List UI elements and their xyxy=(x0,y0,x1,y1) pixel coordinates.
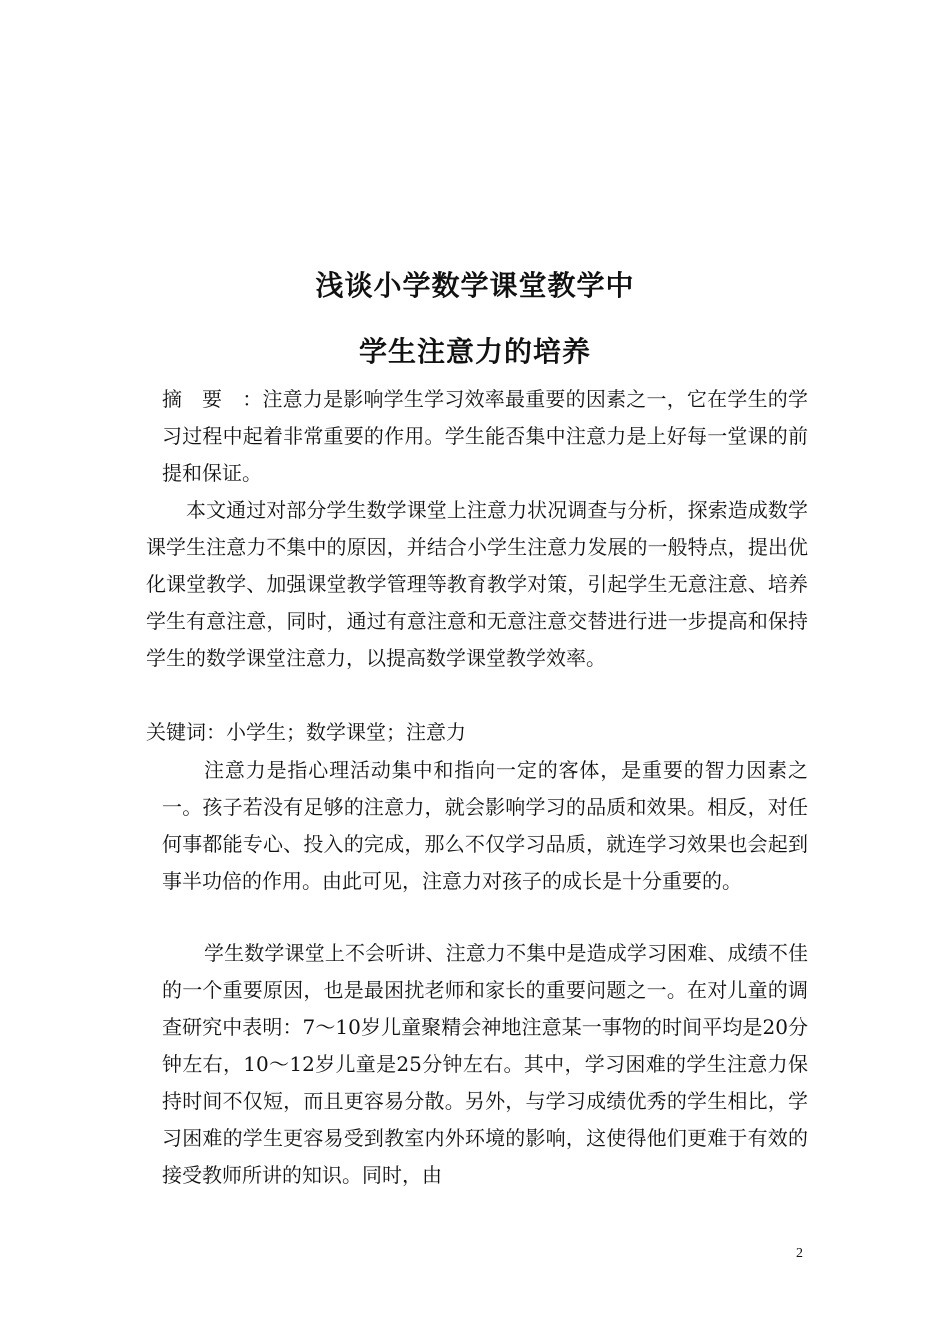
page-number: 2 xyxy=(796,1246,803,1261)
abstract-colon: ： xyxy=(242,387,263,411)
body-paragraph-2: 学生数学课堂上不会听讲、注意力不集中是造成学习困难、成绩不佳的一个重要原因，也是最困扰老师和家长的重要问题之一。在对儿童的调查研究中表明：7～10岁儿童聚精会神地注意某一事物的时间平均是20分钟左右，10～12岁儿童是25分钟左右。其中，学习困难的学生注意力保持时间不仅短，而且更容易分散。另外，与学习成绩优秀的学生相比，学习困难的学生更容易受到教室内外环境的影响，这使得他们更难于有效的接受教师所讲的知识。同时，由 xyxy=(162,941,808,1187)
body-paragraph-1: 注意力是指心理活动集中和指向一定的客体，是重要的智力因素之一。孩子若没有足够的注意力，就会影响学习的品质和效果。相反，对任何事都能专心、投入的完成，那么不仅学习品质，就连学习效果也会起到事半功倍的作用。由此可见，注意力对孩子的成长是十分重要的。 xyxy=(162,758,808,893)
abstract-label: 摘要 xyxy=(162,387,242,411)
document-title-line-2: 学生注意力的培养 xyxy=(358,335,591,368)
document-title-line-1: 浅谈小学数学课堂教学中 xyxy=(315,269,635,302)
abstract-text: 注意力是影响学生学习效率最重要的因素之一，它在学生的学习过程中起着非常重要的作用。学生能否集中注意力是上好每一堂课的前提和保证。 xyxy=(162,387,809,485)
keywords-line: 关键词：小学生；数学课堂；注意力 xyxy=(146,720,466,744)
intro-paragraph: 本文通过对部分学生数学课堂上注意力状况调查与分析，探索造成数学课学生注意力不集中的原因，并结合小学生注意力发展的一般特点，提出优化课堂教学、加强课堂教学管理等教育教学对策，引起学生无意注意、培养学生有意注意，同时，通过有意注意和无意注意交替进行进一步提高和保持学生的数学课堂注意力，以提高数学课堂教学效率。 xyxy=(146,498,808,670)
abstract-paragraph xyxy=(146,381,808,492)
